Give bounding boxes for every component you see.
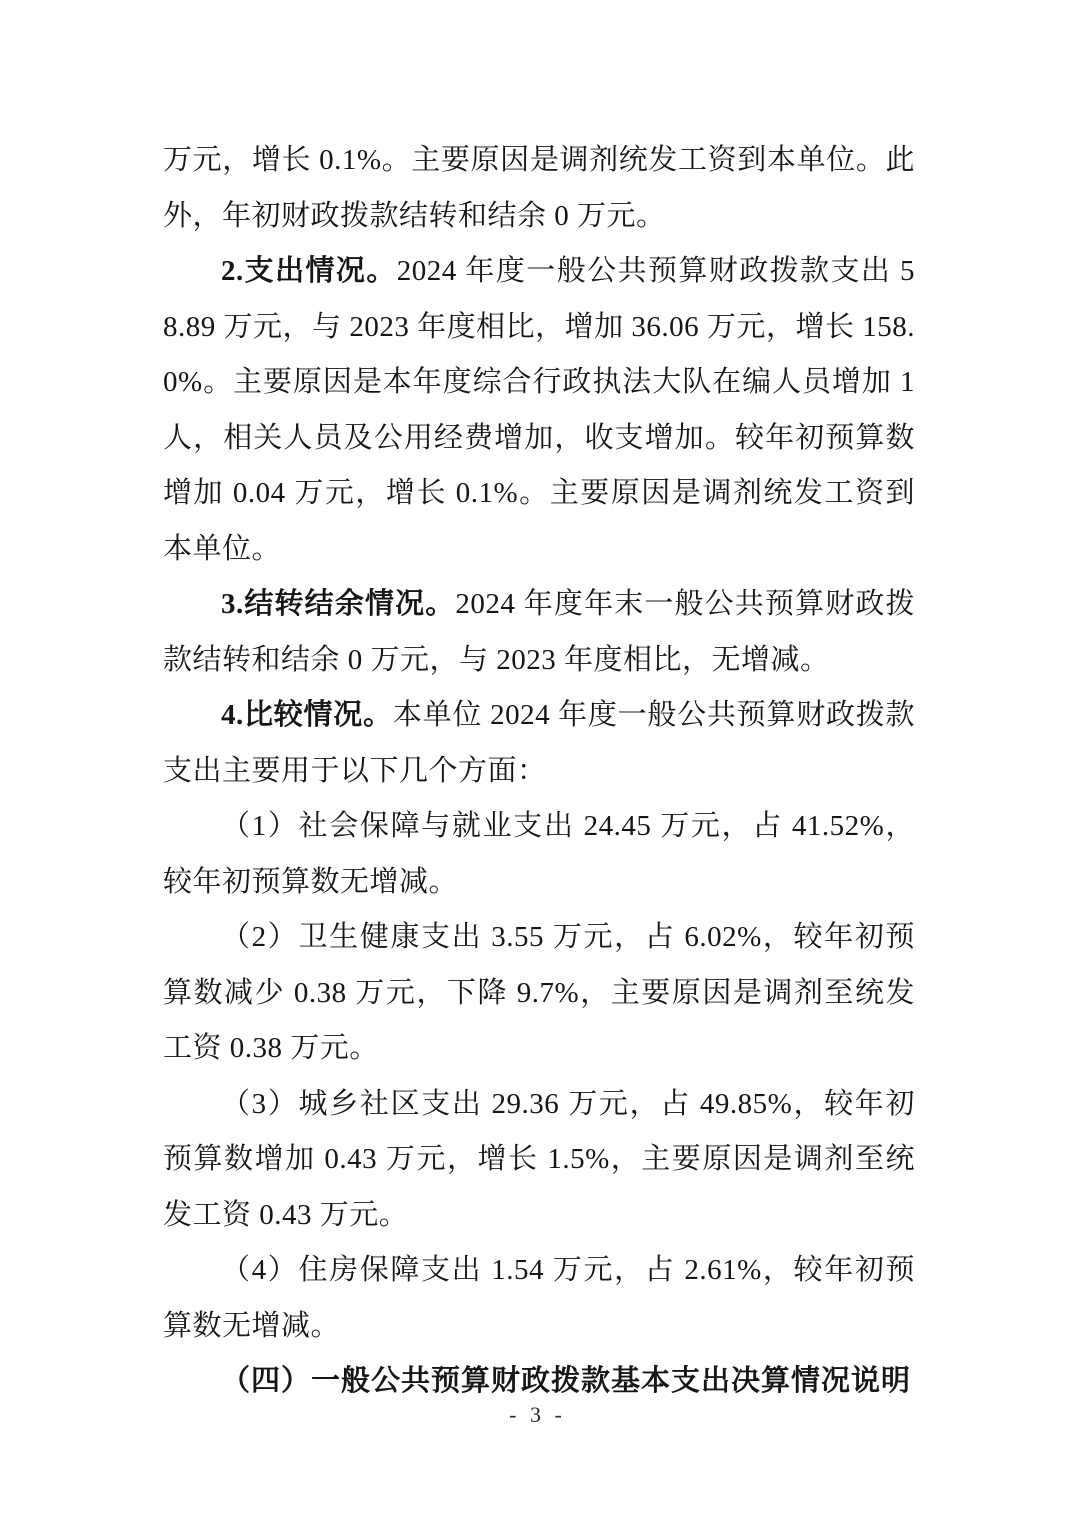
body-text	[163, 133, 915, 1410]
paragraph-text: 本单位 2024 年度一般公共预算财政拨款支出主要用于以下几个方面：	[163, 699, 915, 787]
paragraph-lead: （四）一般公共预算财政拨款基本支出决算情况说明	[221, 1365, 912, 1397]
paragraph-carryover	[163, 577, 915, 688]
paragraph-text: 万元，增长 0.1%。主要原因是调剂统发工资到本单位。此外，年初财政拨款结转和结余 0 万元。	[163, 144, 915, 232]
paragraph-lead: 3.结转结余情况。	[221, 588, 456, 620]
paragraph-text: 2024 年度年末一般公共预算财政拨款结转和结余 0 万元，与 2023 年度相比，无增减。	[163, 588, 915, 676]
paragraph-item-housing	[163, 1243, 915, 1354]
paragraph-comparison	[163, 688, 915, 799]
paragraph-text: 2024 年度一般公共预算财政拨款支出 58.89 万元，与 2023 年度相比，增加 36.06 万元，增长 158.0%。主要原因是本年度综合行政执法大队在编人员增加 1 人，相关人员及公用经费增加，收支增加。较年初预算数增加 0.04 万元，增长 0.1%。主要原因是调剂统发工资到本单位。	[163, 255, 915, 565]
paragraph-item-social-security	[163, 799, 915, 910]
paragraph-text: （4）住房保障支出 1.54 万元，占 2.61%，较年初预算数无增减。	[163, 1254, 915, 1342]
paragraph-text: （3）城乡社区支出 29.36 万元，占 49.85%，较年初预算数增加 0.43 万元，增长 1.5%，主要原因是调剂至统发工资 0.43 万元。	[163, 1087, 915, 1231]
paragraph-lead: 4.比较情况。	[221, 699, 393, 731]
paragraph-text: （2）卫生健康支出 3.55 万元，占 6.02%，较年初预算数减少 0.38 万元，下降 9.7%，主要原因是调剂至统发工资 0.38 万元。	[163, 921, 915, 1064]
paragraph-item-urban-rural	[163, 1077, 915, 1244]
page-number: - 3 -	[509, 1402, 566, 1427]
paragraph-continuation	[163, 133, 915, 244]
paragraph-expenditure	[163, 244, 915, 577]
paragraph-text: （1）社会保障与就业支出 24.45 万元，占 41.52%，较年初预算数无增减。	[163, 810, 915, 898]
paragraph-item-health	[163, 910, 915, 1077]
paragraph-lead: 2.支出情况。	[221, 255, 397, 287]
